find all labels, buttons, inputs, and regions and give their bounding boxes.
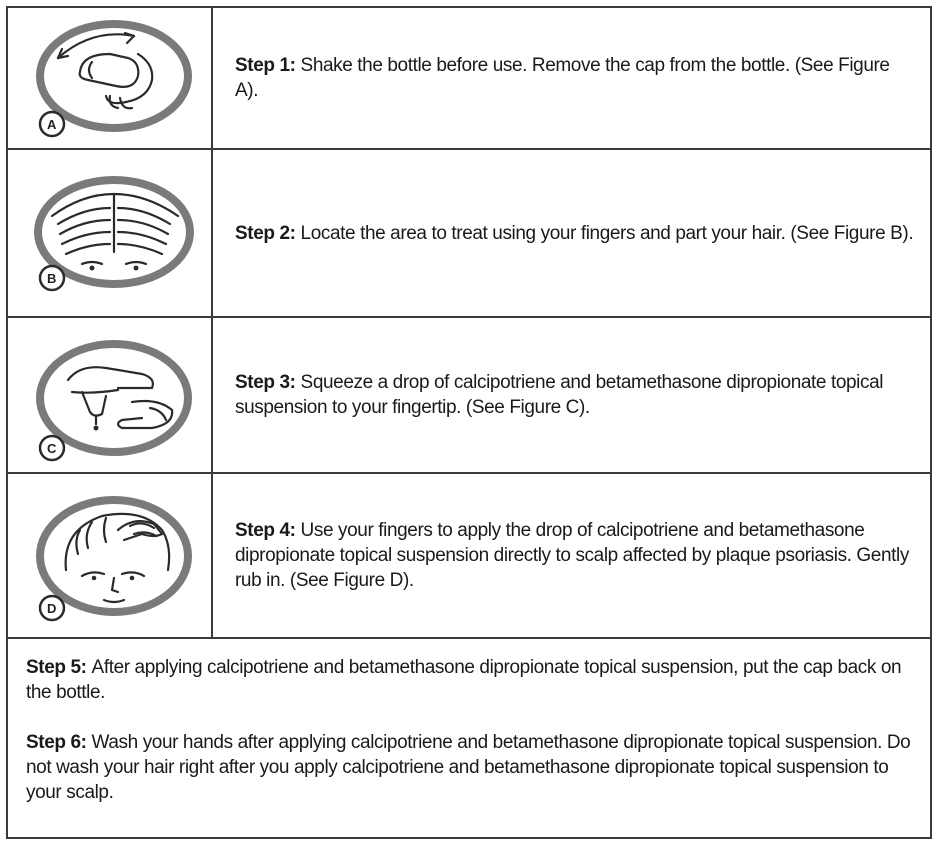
step-2-text: Locate the area to treat using your fingers and part your hair. (See Figure B). (300, 222, 914, 244)
step-4-text-cell (213, 474, 930, 637)
figure-cell-c (8, 318, 213, 472)
step-row-3 (8, 318, 930, 474)
step-3-text: Squeeze a drop of calcipotriene and betamethasone dipropionate topical suspension to your fingertip. (See Figure C). (235, 372, 884, 418)
figure-d-illustration (22, 490, 197, 630)
figure-c-illustration (22, 332, 197, 467)
figure-a-badge: A (47, 117, 57, 132)
figure-c-badge: C (47, 441, 57, 456)
step-row-4 (8, 474, 930, 639)
step-row-2 (8, 150, 930, 318)
step-4-label: Step 4: (235, 520, 296, 541)
step-5-label: Step 5: (26, 657, 87, 678)
step-6-paragraph (26, 730, 916, 805)
steps-5-6-cell (8, 639, 930, 837)
step-6-label: Step 6: (26, 732, 87, 753)
step-2-label: Step 2: (235, 222, 296, 244)
figure-cell-b (8, 150, 213, 316)
step-5-paragraph (26, 655, 916, 705)
figure-a-illustration (22, 14, 197, 139)
figure-cell-a (8, 8, 213, 148)
instructions-table (6, 6, 932, 839)
step-3-text-cell (213, 318, 930, 472)
step-4-text: Use your fingers to apply the drop of calcipotriene and betamethasone dipropionate topical suspension directly to scalp affected by plaque psoriasis. Gently rub in. (See Figure D). (235, 520, 909, 591)
step-1-label: Step 1: (235, 55, 296, 76)
figure-d-badge: D (47, 601, 57, 616)
step-row-1 (8, 8, 930, 150)
step-1-text: Shake the bottle before use. Remove the cap from the bottle. (See Figure A). (235, 55, 890, 101)
step-6-text: Wash your hands after applying calcipotriene and betamethasone dipropionate topical suspension. Do not wash your hair right after you apply calcipotriene and betamethasone dipropionate topical suspension to your scalp. (26, 732, 911, 803)
step-1-text-cell (213, 8, 930, 148)
figure-b-illustration (22, 168, 197, 298)
figure-cell-d (8, 474, 213, 637)
step-5-text: After applying calcipotriene and betamethasone dipropionate topical suspension, put the cap back on the bottle. (26, 657, 902, 703)
step-3-label: Step 3: (235, 372, 296, 393)
step-2-text-cell (213, 150, 930, 316)
figure-b-badge: B (47, 271, 57, 286)
